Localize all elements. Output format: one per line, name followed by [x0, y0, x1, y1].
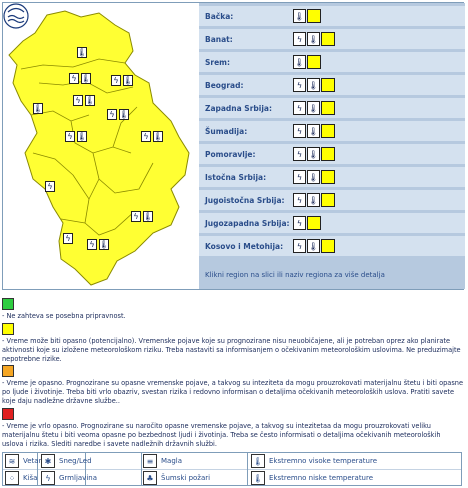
map-thunder-icon[interactable]: ϟ [111, 75, 121, 86]
warning-level-yellow [307, 55, 321, 69]
rhmz-logo [3, 3, 29, 29]
map-thunder-icon[interactable]: ϟ [141, 131, 151, 142]
map-thunder-icon[interactable]: ϟ [69, 73, 79, 84]
map-thunder-icon[interactable]: ϟ [131, 211, 141, 222]
region-link[interactable]: Kosovo i Metohija: [205, 242, 284, 251]
thermometer-high-icon: 🌡 [307, 170, 320, 184]
region-link[interactable]: Jugoistočna Srbija: [205, 196, 285, 205]
region-link[interactable]: Srem: [205, 58, 231, 67]
warning-level-yellow [321, 101, 335, 115]
thermometer-high-icon: 🌡 [307, 147, 320, 161]
map-thunder-icon[interactable]: ϟ [63, 233, 73, 244]
region-link[interactable]: Šumadija: [205, 127, 248, 136]
legend-orange-swatch [2, 365, 14, 377]
phenomena-legend [2, 452, 462, 486]
thunderstorm-icon: ϟ [293, 193, 306, 207]
legend-orange [2, 365, 464, 406]
legend-label: Ekstremno niske temperature [269, 474, 374, 482]
region-row-istocna-srbija[interactable] [199, 167, 465, 187]
thunderstorm-icon: ϟ [293, 170, 306, 184]
thermometer-high-icon: 🌡 [307, 239, 320, 253]
region-link[interactable]: Jugozapadna Srbija: [205, 219, 290, 228]
warning-level-yellow [321, 32, 335, 46]
warning-level-yellow [321, 239, 335, 253]
region-row-kosovo-i-metohija[interactable] [199, 236, 465, 256]
legend-label: Ekstremno visoke temperature [269, 457, 378, 465]
region-row-zapadna-srbija[interactable] [199, 98, 465, 118]
legend-green-swatch [2, 298, 14, 310]
map-thunder-icon[interactable]: ϟ [65, 131, 75, 142]
warning-panel [2, 2, 464, 290]
legend-item-heat [251, 454, 377, 468]
divider [3, 469, 461, 470]
region-row-banat[interactable] [199, 29, 465, 49]
thermometer-high-icon: 🌡 [307, 78, 320, 92]
map-thermometer-icon[interactable]: 🌡 [152, 132, 164, 141]
legend-item-rain [5, 471, 37, 485]
thunderstorm-icon: ϟ [293, 216, 306, 230]
legend-label: Grmljavina [59, 474, 97, 482]
legend-yellow-text: - Vreme može biti opasno (potencijalno). Vremenske pojave koje su prognozirane nisu neuobičajene, ali je potreban oprez ako planirate aktivnosti koje su izložene meteorološkom riziku. Treba nastaviti sa informisanjem o očekivanim meteorološkim uslovima. Ne preduzimajte nepotrebne rizike. [2, 337, 461, 363]
snow-icon: ✱ [41, 454, 55, 468]
legend-item-cold [251, 471, 373, 485]
map-thermometer-icon[interactable]: 🌡 [84, 96, 96, 105]
thermometer-high-icon: 🌡 [307, 32, 320, 46]
thunderstorm-icon: ϟ [293, 124, 306, 138]
legend-item-wind [5, 454, 41, 468]
rain-icon: ⁘ [5, 471, 19, 485]
map-thermometer-icon[interactable]: 🌡 [98, 240, 110, 249]
map-thunder-icon[interactable]: ϟ [45, 181, 55, 192]
legend-yellow [2, 323, 464, 364]
region-row-jugoistocna-srbija[interactable] [199, 190, 465, 210]
warning-level-yellow [307, 216, 321, 230]
region-link[interactable]: Istočna Srbija: [205, 173, 267, 182]
region-row-sumadija[interactable] [199, 121, 465, 141]
region-list [199, 3, 465, 289]
region-link[interactable]: Beograd: [205, 81, 244, 90]
legend-red-text: - Vreme je vrlo opasno. Prognozirane su naročito opasne vremenske pojave, a takvog su intezitetaa da mogu prouzrokovati veliku materijalnu štetu i biti veoma opasne po bezbednost ljudi i životinja. Treba se često informisati o detaljima očekivanih meteoroloških uslova i rizika. Slediti naredbe i savete nadležnih državnih službi. [2, 422, 441, 448]
map-thunder-icon[interactable]: ϟ [107, 109, 117, 120]
thermometer-high-icon: 🌡 [307, 124, 320, 138]
warning-level-yellow [321, 193, 335, 207]
legend-item-forest-fire [143, 471, 210, 485]
map-thunder-icon[interactable]: ϟ [73, 95, 83, 106]
map-thermometer-icon[interactable]: 🌡 [32, 104, 44, 113]
map-thunder-icon[interactable]: ϟ [87, 239, 97, 250]
region-link[interactable]: Zapadna Srbija: [205, 104, 272, 113]
legend-label: Kiša [23, 474, 38, 482]
legend-label: Sneg/Led [59, 457, 92, 465]
region-row-jugozapadna-srbija[interactable] [199, 213, 465, 233]
region-row-pomoravlje[interactable] [199, 144, 465, 164]
map-thermometer-icon[interactable]: 🌡 [76, 132, 88, 141]
map-thermometer-icon[interactable]: 🌡 [80, 74, 92, 83]
warning-level-yellow [321, 124, 335, 138]
region-row-srem[interactable] [199, 52, 465, 72]
forest-fire-icon: ♣ [143, 471, 157, 485]
divider [141, 453, 142, 485]
warning-level-yellow [321, 78, 335, 92]
thermometer-high-icon: 🌡 [307, 193, 320, 207]
legend-orange-text: - Vreme je opasno. Prognozirane su opasne vremenske pojave, a takvog su intezitetа da mogu prouzrokovati materijalnu štetu i biti opasne po ljude i životinje. Treba biti vrlo obazriv, svestan rizika i redovno informisan o detaljima očekivanih meteoroloških uslova. Pratiti savete koje daju nadležne državne službe.. [2, 379, 464, 405]
wind-icon: ≋ [5, 454, 19, 468]
serbia-warning-map[interactable] [3, 3, 199, 289]
legend-item-fog [143, 454, 182, 468]
warning-level-yellow [321, 147, 335, 161]
region-link[interactable]: Bačka: [205, 12, 234, 21]
legend-item-thunder [41, 471, 97, 485]
warning-level-yellow [307, 9, 321, 23]
map-thermometer-icon[interactable]: 🌡 [142, 212, 154, 221]
legend-yellow-swatch [2, 323, 14, 335]
legend-red-swatch [2, 408, 14, 420]
thermometer-high-icon: 🌡 [307, 101, 320, 115]
legend-label: Šumski požari [161, 474, 211, 482]
thunderstorm-icon: ϟ [293, 101, 306, 115]
map-thermometer-icon[interactable]: 🌡 [122, 76, 134, 85]
thunderstorm-icon: ϟ [293, 147, 306, 161]
region-click-hint: Kliknі region na slici ili naziv regiona za više detalja [205, 271, 385, 279]
thunderstorm-icon: ϟ [293, 239, 306, 253]
divider [247, 453, 248, 485]
region-link[interactable]: Pomoravlje: [205, 150, 256, 159]
thermometer-low-icon: 🌡 [251, 471, 265, 485]
legend-red [2, 408, 464, 449]
thunderstorm-icon: ϟ [41, 471, 55, 485]
map-thermometer-icon[interactable]: 🌡 [118, 110, 130, 119]
map-thermometer-icon[interactable]: 🌡 [76, 48, 88, 57]
thunderstorm-icon: ϟ [293, 78, 306, 92]
legend-green-text: - Ne zahteva se posebna pripravnost. [2, 312, 126, 320]
region-row-backa[interactable] [199, 6, 465, 26]
legend-item-snow [41, 454, 92, 468]
region-link[interactable]: Banat: [205, 35, 233, 44]
thermometer-high-icon: 🌡 [293, 9, 306, 23]
legend-label: Vetar [23, 457, 42, 465]
thermometer-high-icon: 🌡 [251, 454, 265, 468]
legend-green [2, 298, 464, 321]
fog-icon: ≡ [143, 454, 157, 468]
thunderstorm-icon: ϟ [293, 32, 306, 46]
legend-label: Magla [161, 457, 183, 465]
region-row-beograd[interactable] [199, 75, 465, 95]
warning-level-yellow [321, 170, 335, 184]
thermometer-high-icon: 🌡 [293, 55, 306, 69]
